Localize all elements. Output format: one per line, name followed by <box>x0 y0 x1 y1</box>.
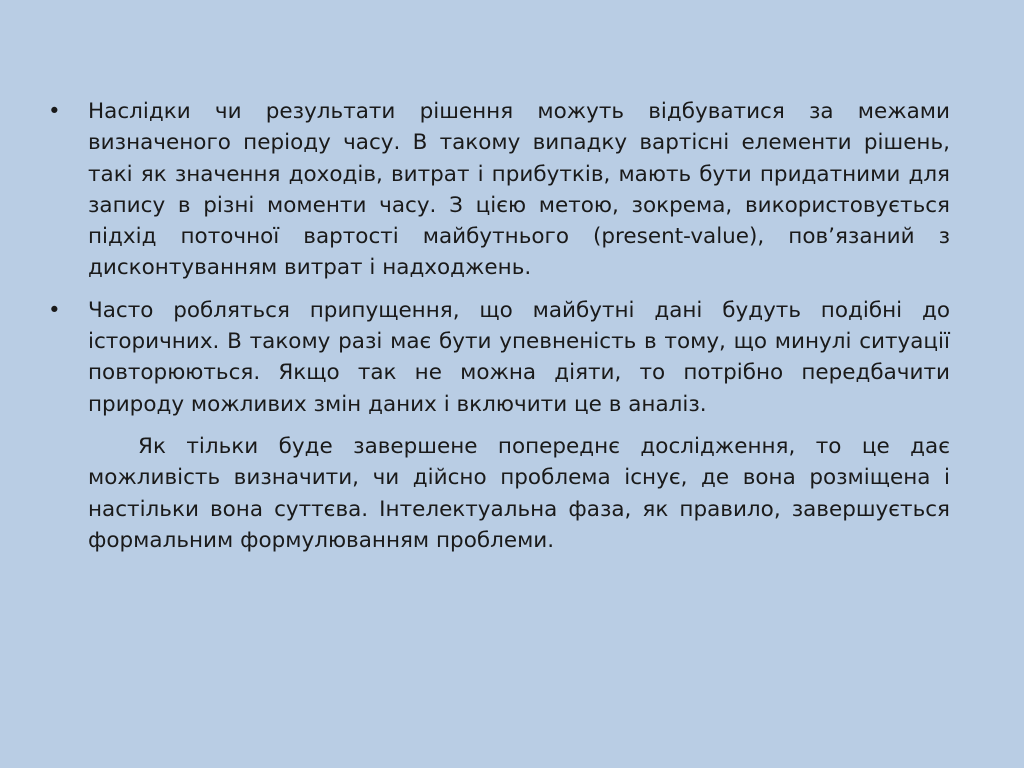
bullet-item-2 <box>48 295 950 420</box>
bullet-icon: • <box>48 297 61 323</box>
paragraph-text: Як тільки буде завершене попереднє дослідження, то це дає можливість визначити, чи дійсно проблема існує, де вона розміщена і настільки вона суттєва. Інтелектуальна фаза, як правило, завершується формальним формулюванням проблеми. <box>88 433 950 553</box>
slide-body <box>48 96 950 556</box>
bullet-item-1 <box>48 96 950 284</box>
bullet-text-2: Часто робляться припущення, що майбутні дані будуть подібні до історичних. В такому разі має бути упевненість в тому, що минулі ситуації повторюються. Якщо так не можна діяти, то потрібно передбачити природу можливих змін даних і включити це в аналіз. <box>88 297 950 417</box>
bullet-text-1: Наслідки чи результати рішення можуть відбуватися за межами визначеного періоду часу. В такому випадку вартісні елементи рішень, такі як значення доходів, витрат і прибутків, мають бути придатними для запису в різні моменти часу. З цією метою, зокрема, використовується підхід поточної вартості майбутнього (present-value), пов’язаний з дисконтуванням витрат і надходжень. <box>88 99 950 281</box>
bullet-icon: • <box>48 99 61 124</box>
indented-paragraph <box>48 431 950 556</box>
